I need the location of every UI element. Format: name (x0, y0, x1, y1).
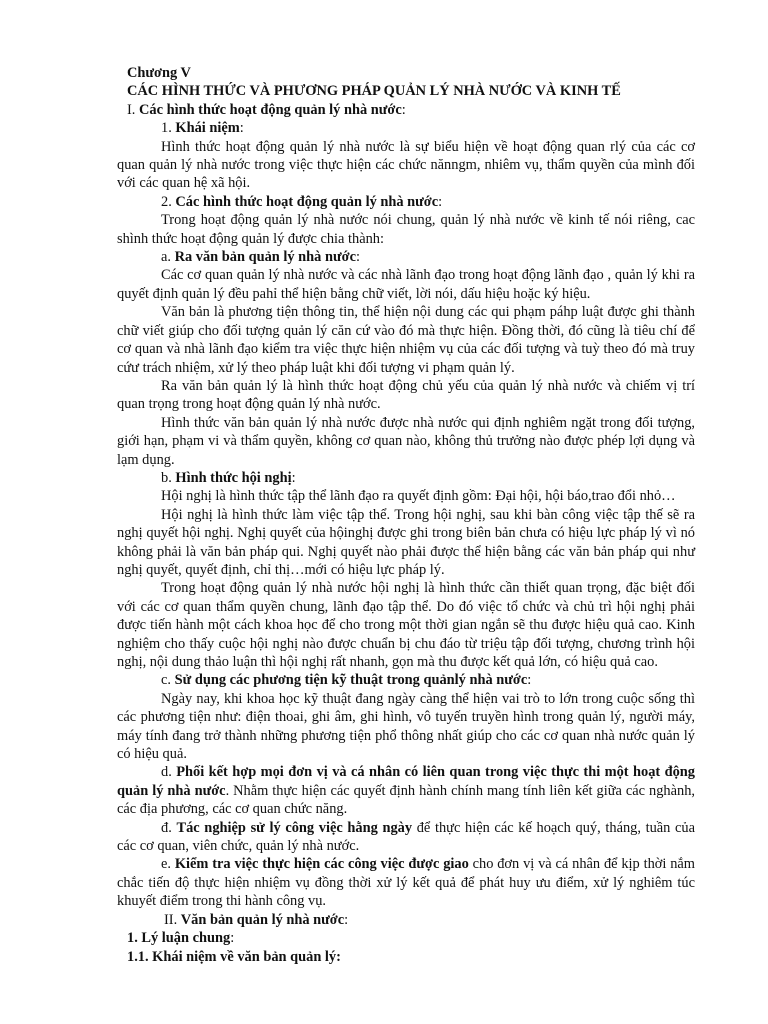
heading-2-1-suffix: : (230, 930, 235, 947)
chapter-title: CÁC HÌNH THỨC VÀ PHƯƠNG PHÁP QUẢN LÝ NHÀ NƯỚC VÀ KINH TẾ (127, 83, 621, 100)
paragraph-e-number: e. (161, 856, 175, 873)
paragraph-d-title: Phối kết hợp mọi đơn vị và cá nhân có liên quan trong việc thực thi một hoạt động quản lý nhà nước (117, 764, 696, 799)
paragraph-a-2: Văn bản là phương tiện thông tin, thể hiện nội dung các qui phạm páhp luật được ghi thành chữ viết giúp cho đối tượng quản lý căn cứ vào đó mà thực hiện. Đồng thời, đó cũng là tiêu chí để cơ quan và nhà lãnh đạo kiểm tra việc thực hiện nhiệm vụ của các đối tượng và tuỳ theo đó mà truy cứư trách nhiệm, xử lý theo pháp luật khi đối tượng vi phạm quản lý. (117, 304, 695, 376)
heading-2-1-1 (117, 948, 695, 966)
paragraph-a-3: Ra văn bản quản lý là hình thức hoạt động chủ yếu của quản lý nhà nước và chiếm vị trí quan trọng trong hoạt động quản lý nhà nước. (117, 377, 695, 413)
heading-c (117, 671, 695, 689)
heading-c-suffix: : (527, 672, 532, 689)
paragraph-c-1: Ngày nay, khi khoa học kỹ thuật đang ngày càng thể hiện vai trò to lớn trong cuộc sống thì các phương tiện như: điện thoai, ghi âm, ghi hình, vô tuyến truyền hình trong quản lý, người máy, máy tính đang trở thành những phương tiện phổ thông nhất giúp cho các cơ quan nhà nước quản lý có hiệu quả. (117, 690, 695, 763)
paragraph-2: Trong hoạt động quản lý nhà nước nói chung, quản lý nhà nước về kinh tế nói riêng, cac shình thức hoạt động quản lý được chia thành: (117, 212, 695, 247)
paragraph-d (117, 763, 695, 818)
paragraph-a-1: Các cơ quan quản lý nhà nước và các nhà lãnh đạo trong hoạt động lãnh đạo , quản lý khi ra quyết định quản lý đều pahỉ thể hiện bằng chữ viết, lời nói, dấu hiệu hoặc ký hiệu. (117, 267, 695, 302)
section-2-title: Văn bản quản lý nhà nước (180, 911, 345, 928)
paragraph-a-4: Hình thức văn bản quản lý nhà nước được nhà nước qui định nghiêm ngặt trong đối tượng, giới hạn, phạm vi và thẩm quyền, không cơ quan nào, không thủ trưởng nào được phép lợi dụng và lạm dụng. (117, 414, 695, 468)
heading-2-1-title: 1. Lý luận chung (127, 930, 231, 947)
heading-a-title: Ra văn bản quản lý nhà nước (174, 249, 356, 266)
paragraph-b-1: Hội nghị là hình thức tập thể lãnh đạo ra quyết định gồm: Đại hội, hội báo,trao đổi nhỏ… (161, 488, 676, 505)
heading-b (117, 469, 695, 487)
section-1-number: I. (127, 101, 139, 118)
paragraph-dd (117, 819, 695, 856)
heading-2-title: Các hình thức hoạt động quản lý nhà nước (175, 193, 439, 210)
paragraph-e-title: Kiểm tra việc thực hiện các công việc được giao (174, 856, 469, 873)
chapter-label: Chương V (127, 65, 191, 81)
paragraph-b-2: Hội nghị là hình thức làm việc tập thể. Trong hội nghị, sau khi bàn công việc tập thế sẽ ra nghị quyết hội nghị. Nghị quyết của hộinghị được ghi trong biên bản chưa có hiệu lực pháp lý vì nó không phải là văn bản pháp qui. Nghị quyết nào phải được thể hiện bằng các văn bản pháp qui như nghị quyết, quyết định, chỉ thị…mới có hiệu lực pháp lý. (117, 506, 695, 578)
section-1-title: Các hình thức hoạt động quản lý nhà nước (139, 101, 402, 118)
paragraph-b-3: Trong hoạt động quản lý nhà nước hội nghị là hình thức cần thiết quan trọng, đặc biệt đối với các cơ quan thẩm quyền chung, lãnh đạo tập thể. Do đó việc tổ chức và chủ trì hội nghị phải được tiến hành một cách khoa học để cho trong một thời gian ngắn sẽ thu được hiệu quả cao. Kinh nghiệm cho thấy cuộc hội nghị nào được chuẩn bị chu đáo từ triệu tập đối tượng, chương trình hội nghị, nội dung thảo luận thì hội nghị rất nhanh, gọn mà thu được kết quả lớn, có hiệu quả cao. (117, 580, 695, 670)
heading-b-number: b. (161, 469, 176, 486)
section-2-number: II. (164, 911, 181, 928)
paragraph-d-number: d. (161, 764, 177, 781)
heading-2-1-1-suffix: : (336, 948, 341, 965)
paragraph-dd-title: Tác nghiệp sử lý công việc hằng ngày (176, 819, 413, 836)
heading-2-suffix: : (438, 193, 443, 210)
heading-1 (117, 119, 695, 137)
paragraph-e (117, 855, 695, 910)
heading-a-number: a. (161, 249, 175, 266)
heading-b-suffix: : (291, 469, 296, 486)
section-2-suffix: : (344, 911, 349, 928)
heading-2-1-1-title: 1.1. Khái niệm về văn bản quản lý (127, 948, 337, 965)
document-page (117, 64, 695, 966)
heading-b-title: Hình thức hội nghị (175, 469, 292, 486)
heading-2-number: 2. (161, 193, 176, 210)
heading-1-title: Khái niệm (175, 120, 240, 137)
paragraph-d-text: . Nhằm thực hiện các quyết định hành chính mang tính liên kết giữa các nghành, các địa phương, các cơ quan chức năng. (117, 782, 695, 818)
heading-1-number: 1. (161, 120, 176, 137)
heading-1-suffix: : (239, 120, 244, 137)
section-2-heading (117, 911, 695, 929)
heading-c-number: c. (161, 672, 175, 689)
section-1-suffix: : (401, 101, 406, 118)
paragraph-1: Hình thức hoạt động quản lý nhà nước là sự biểu hiện về hoạt động quan rlý của các cơ quan quản lý nhà nước trong việc thực hiện các chức nănngm, nhiêm vụ, thẩm quyền của mình đối với các quan hệ xã hội. (117, 138, 695, 192)
paragraph-dd-text: để thực hiện các kế hoạch quý, tháng, tuần của các cơ quan, viên chức, quản lý nhà nước. (117, 819, 696, 855)
paragraph-e-text: cho đơn vị và cá nhân để kịp thời nắm chắc tiến độ thực hiện nhiệm vụ đồng thời xử lý kết quả để phát huy ưu điểm, xử lý nghiêm túc khuyết điểm trong thi hành công vụ. (117, 856, 695, 910)
heading-2 (117, 193, 695, 211)
heading-2-1 (117, 929, 695, 947)
paragraph-dd-number: đ. (161, 819, 177, 836)
heading-c-title: Sử dụng các phương tiện kỹ thuật trong quảnlý nhà nước (174, 672, 528, 689)
section-1-heading (117, 101, 695, 119)
heading-a-suffix: : (355, 249, 360, 266)
heading-a (117, 248, 695, 266)
